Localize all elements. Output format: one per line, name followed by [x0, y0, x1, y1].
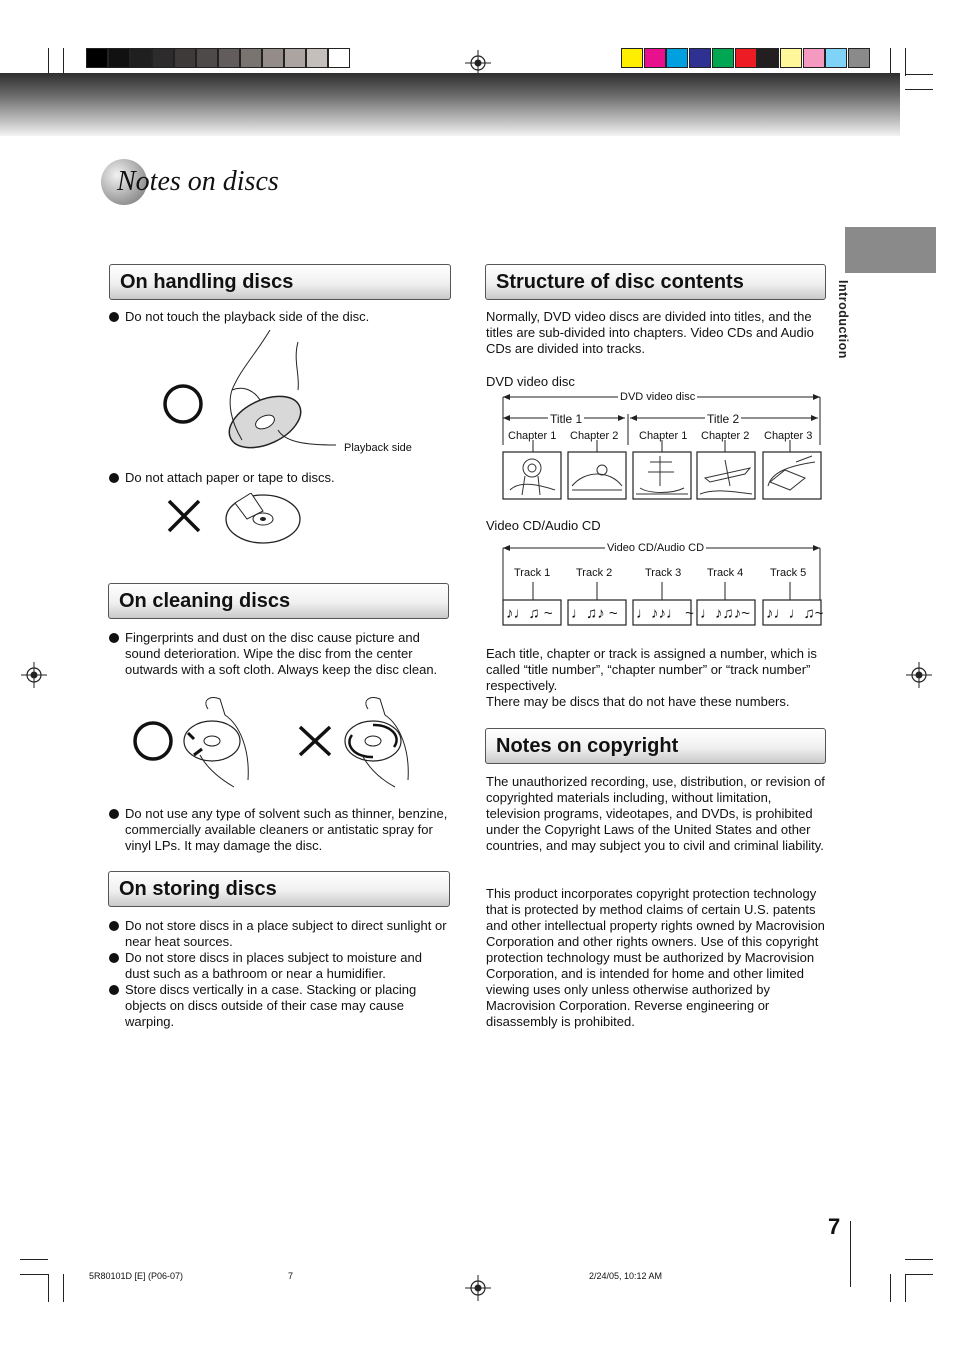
copyright-heading-text: Notes on copyright	[496, 735, 679, 757]
crop-mark	[905, 48, 906, 76]
gray-swatch	[174, 48, 196, 68]
footer-file-code: 5R80101D [E] (P06-07)	[89, 1271, 184, 1281]
numbers-text: Each title, chapter or track is assigned a number, which is called “title number”, “chapter number” or “track number” respectively.	[486, 646, 817, 693]
handling-bullet-2: Do not attach paper or tape to discs.	[109, 470, 449, 486]
color-swatch	[712, 48, 734, 68]
side-tab-label: Introduction	[836, 280, 850, 359]
cleaning-bullet-2: Do not use any type of solvent such as thinner, benzine, commercially available cleaners or antistatic spray for vinyl LPs. It may damage the disc.	[109, 806, 449, 854]
track-label: Track 2	[576, 567, 613, 579]
gray-swatch	[196, 48, 218, 68]
cleaning-heading-text: On cleaning discs	[119, 590, 291, 612]
gray-swatch	[86, 48, 108, 68]
gray-swatch	[284, 48, 306, 68]
cleaning-heading	[108, 583, 449, 619]
handling-heading	[109, 264, 451, 300]
side-tab	[845, 227, 936, 273]
color-swatch	[757, 48, 779, 68]
structure-intro: Normally, DVD video discs are divided into titles, and the titles are sub-divided into chapters. Video CDs and Audio CDs are divided into tracks.	[486, 309, 814, 356]
cleaning-direction-illustration	[130, 695, 420, 790]
title-2-label: Title 2	[707, 412, 740, 426]
dvd-bar-label: DVD video disc	[620, 391, 696, 403]
music-notes-icon: ♪♩♫ ~	[506, 605, 553, 622]
chapter-thumbnail	[633, 452, 691, 499]
footer-timestamp: 2/24/05, 10:12 AM	[589, 1271, 663, 1281]
storing-bullet-2: Do not store discs in places subject to moisture and dust such as a bathroom or near a humidifier.	[109, 950, 449, 982]
color-swatch	[621, 48, 643, 68]
registration-target-icon	[21, 662, 47, 688]
cleaning-bullet-1: Fingerprints and dust on the disc cause picture and sound deterioration. Wipe the disc from the center outwards with a soft cloth. Always keep the disc clean.	[109, 630, 444, 678]
copyright-para-1: The unauthorized recording, use, distribution, or revision of copyrighted materials including, without limitation, television programs, videotapes, and DVDs, is prohibited under the Copyright Laws of the United States and other countries, and may subject you to civil and criminal liability.	[486, 774, 825, 853]
crop-mark	[890, 1274, 891, 1302]
color-swatch	[689, 48, 711, 68]
gray-swatch	[306, 48, 328, 68]
vcd-bar-label: Video CD/Audio CD	[607, 542, 705, 554]
vcd-caption: Video CD/Audio CD	[486, 518, 601, 533]
registration-target-icon	[465, 1275, 491, 1301]
crop-mark	[20, 1259, 48, 1260]
track-label: Track 1	[514, 567, 551, 579]
crop-mark	[905, 1274, 906, 1302]
music-notes-icon: ♩♪♪♩ ~	[636, 605, 694, 622]
track-label: Track 5	[770, 567, 807, 579]
chapter-thumbnail	[568, 452, 626, 499]
music-notes-icon: ♪♩♩♫~	[766, 605, 824, 622]
page-number: 7	[828, 1214, 841, 1239]
music-notes-icon: ♩♪♫♪~	[700, 605, 751, 622]
color-swatch	[825, 48, 847, 68]
track-label: Track 4	[707, 567, 744, 579]
color-swatch	[780, 48, 802, 68]
copyright-para-2: This product incorporates copyright protection technology that is protected by method claims of certain U.S. patents and other intellectual property rights owned by Macrovision Corporation and other rights owners. Use of this copyright protection technology must be authorized by Macrovision Corporation, and is intended for home and other limited viewing uses only unless otherwise authorized by Macrovision Corporation. Reverse engineering or disassembly is prohibited.	[486, 886, 825, 1029]
crop-mark	[48, 1274, 49, 1302]
ok-circle-icon	[165, 386, 201, 422]
handling-bullet-1: Do not touch the playback side of the disc.	[109, 309, 449, 325]
hand-holding-disc-illustration	[160, 330, 350, 450]
color-swatch	[848, 48, 870, 68]
copyright-heading	[485, 728, 826, 764]
storing-heading-text: On storing discs	[119, 878, 277, 900]
page-number-rule	[850, 1221, 851, 1287]
gray-swatch	[240, 48, 262, 68]
ok-circle-icon	[135, 723, 171, 759]
crop-mark	[890, 48, 891, 76]
color-swatch	[644, 48, 666, 68]
crop-mark	[905, 89, 933, 90]
gray-swatch	[152, 48, 174, 68]
handling-heading-text: On handling discs	[120, 271, 294, 293]
crop-mark	[905, 1259, 933, 1260]
chapter-label: Chapter 2	[701, 430, 750, 442]
track-label: Track 3	[645, 567, 682, 579]
taped-disc-illustration	[163, 493, 308, 548]
color-swatch	[735, 48, 757, 68]
gray-swatch	[108, 48, 130, 68]
storing-bullet-3: Store discs vertically in a case. Stacking or placing objects on discs outside of their case may cause warping.	[109, 982, 449, 1030]
playback-side-label: Playback side	[344, 442, 412, 454]
dvd-caption: DVD video disc	[486, 374, 575, 389]
storing-heading	[108, 871, 450, 907]
chapter-label: Chapter 2	[570, 430, 619, 442]
crop-mark	[905, 1274, 933, 1275]
gray-swatch	[218, 48, 240, 68]
color-swatch	[803, 48, 825, 68]
crop-mark	[63, 48, 64, 76]
crop-mark	[63, 1274, 64, 1302]
structure-heading	[485, 264, 826, 300]
page-title: Notes on discs	[117, 166, 279, 197]
gray-swatch	[130, 48, 152, 68]
chapter-label: Chapter 1	[639, 430, 688, 442]
structure-heading-text: Structure of disc contents	[496, 271, 744, 293]
gray-swatch	[328, 48, 350, 68]
storing-bullet-1: Do not store discs in a place subject to direct sunlight or near heat sources.	[109, 918, 449, 950]
registration-target-icon	[906, 662, 932, 688]
color-swatch	[666, 48, 688, 68]
gray-swatch	[262, 48, 284, 68]
dvd-structure-diagram	[500, 390, 825, 502]
chapter-label: Chapter 1	[508, 430, 557, 442]
crop-mark	[48, 48, 49, 76]
crop-mark	[905, 74, 933, 75]
footer-page: 7	[288, 1271, 294, 1281]
chapter-label: Chapter 3	[764, 430, 813, 442]
music-notes-icon: ♩♫♪ ~	[571, 605, 618, 622]
numbers-note: There may be discs that do not have these numbers.	[486, 694, 790, 709]
crop-mark	[20, 1274, 48, 1275]
title-1-label: Title 1	[550, 412, 583, 426]
chapter-thumbnail	[763, 452, 821, 499]
header-band	[0, 73, 900, 136]
